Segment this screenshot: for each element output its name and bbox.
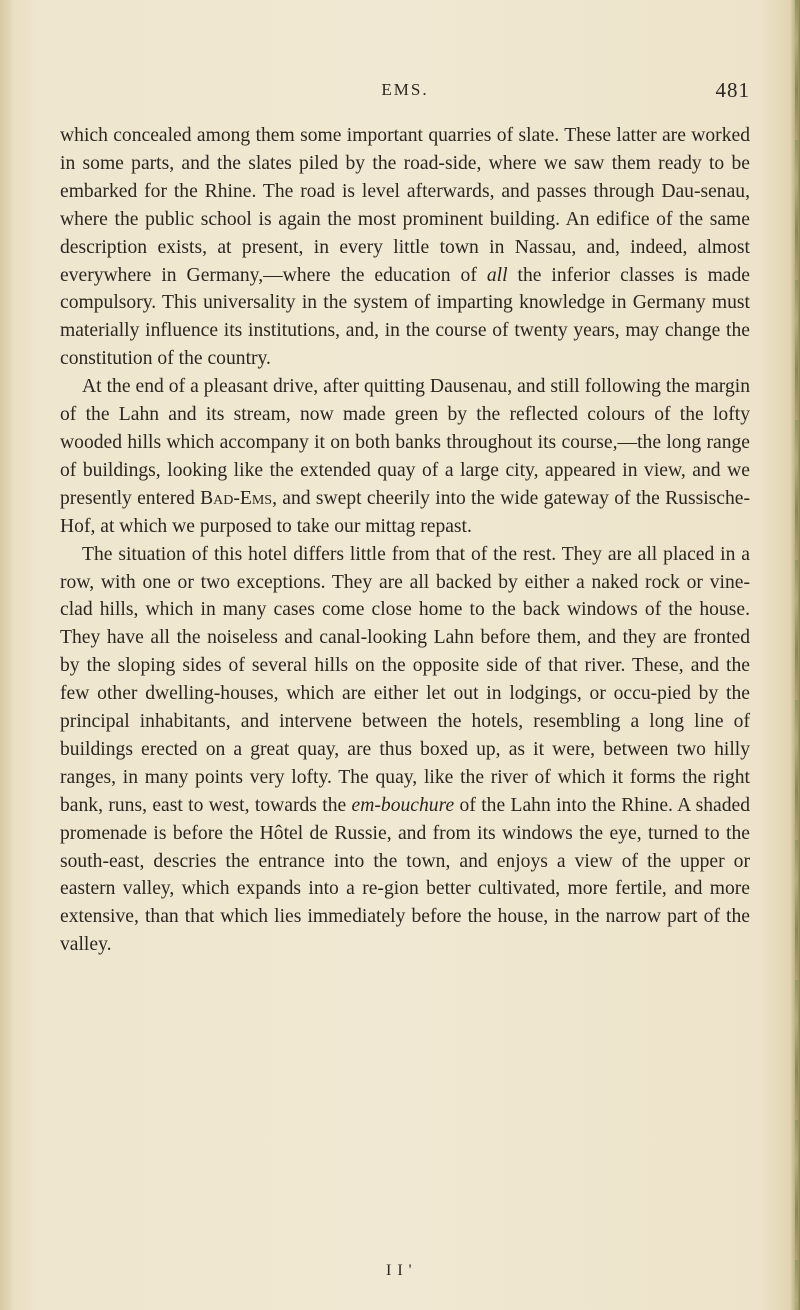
paragraph-3-text: The situation of this hotel differs little from that of the rest. They are all placed in a row, with one or two exceptions. They are all backed by either a naked rock or vine-clad hills, which in many cases come close home to the back windows of the house. They have all the noiseless and canal-looking Lahn before them, and they are fronted by the sloping sides of several hills on the opposite side of that river. These, and the few other dwelling-houses, which are either let out in lodgings, or occu-pied by the principal inhabitants, and intervene between the hotels, resembling a long line of buildings erected on a great quay, are thus boxed up, as it were, between two hilly ranges, in many points very lofty. The quay, like the river of which it forms the right bank, runs, east to west, towards the [60,543,750,816]
paragraph-2-text-end: , and swept cheerily into the wide gateway of the Russische-Hof, at which we purposed to take our mittag repast. [60,487,750,537]
page-number: 481 [715,78,750,102]
paragraph-2-text: At the end of a pleasant drive, after quitting Dausenau, and still following the margin of the Lahn and its stream, now made green by the reflected colours of the lofty wooded hills which accompany it on both banks throughout its course,—the long range of buildings, looking like the extended quay of a large city, appeared in view, and we presently entered [60,376,750,509]
page-header [60,78,750,108]
paragraph-2 [60,373,750,540]
paragraph-3-emphasis: em-bouchure [351,794,455,816]
paragraph-1 [60,122,750,373]
paragraph-1-text-end: the inferior classes is made compulsory. This universality in the system of imparting knowledge in Germany must materially influence its institutions, and, in the course of twenty years, may change the constitution of the country. [60,264,750,370]
running-title: EMS. [381,80,429,99]
binding-edge-stripe [795,0,798,1310]
paragraph-3 [60,541,750,960]
body-text [60,122,750,959]
signature-mark: I I ' [386,1262,413,1279]
paragraph-1-emphasis: all [486,264,508,286]
paragraph-1-text: which concealed among them some important quarries of slate. These latter are worked in some parts, and the slates piled by the road-side, where we saw them ready to be embarked for the Rhine. The road is level afterwards, and passes through Dau-senau, where the public school is again the most prominent building. An edifice of the same description exists, at present, in every little town in Nassau, and, indeed, almost everywhere in Germany,—where the education of [60,125,750,286]
page-left-shadow [0,0,14,1310]
place-name-small-caps: Bad-Ems [200,487,273,509]
paragraph-3-text-end: of the Lahn into the Rhine. A shaded promenade is before the Hôtel de Russie, and from its windows the eye, turned to the south-east, descries the entrance into the town, and enjoys a view of the upper or eastern valley, which expands into a re-gion better cultivated, more fertile, and more extensive, than that which lies immediately before the house, in the narrow part of the valley. [60,794,750,956]
